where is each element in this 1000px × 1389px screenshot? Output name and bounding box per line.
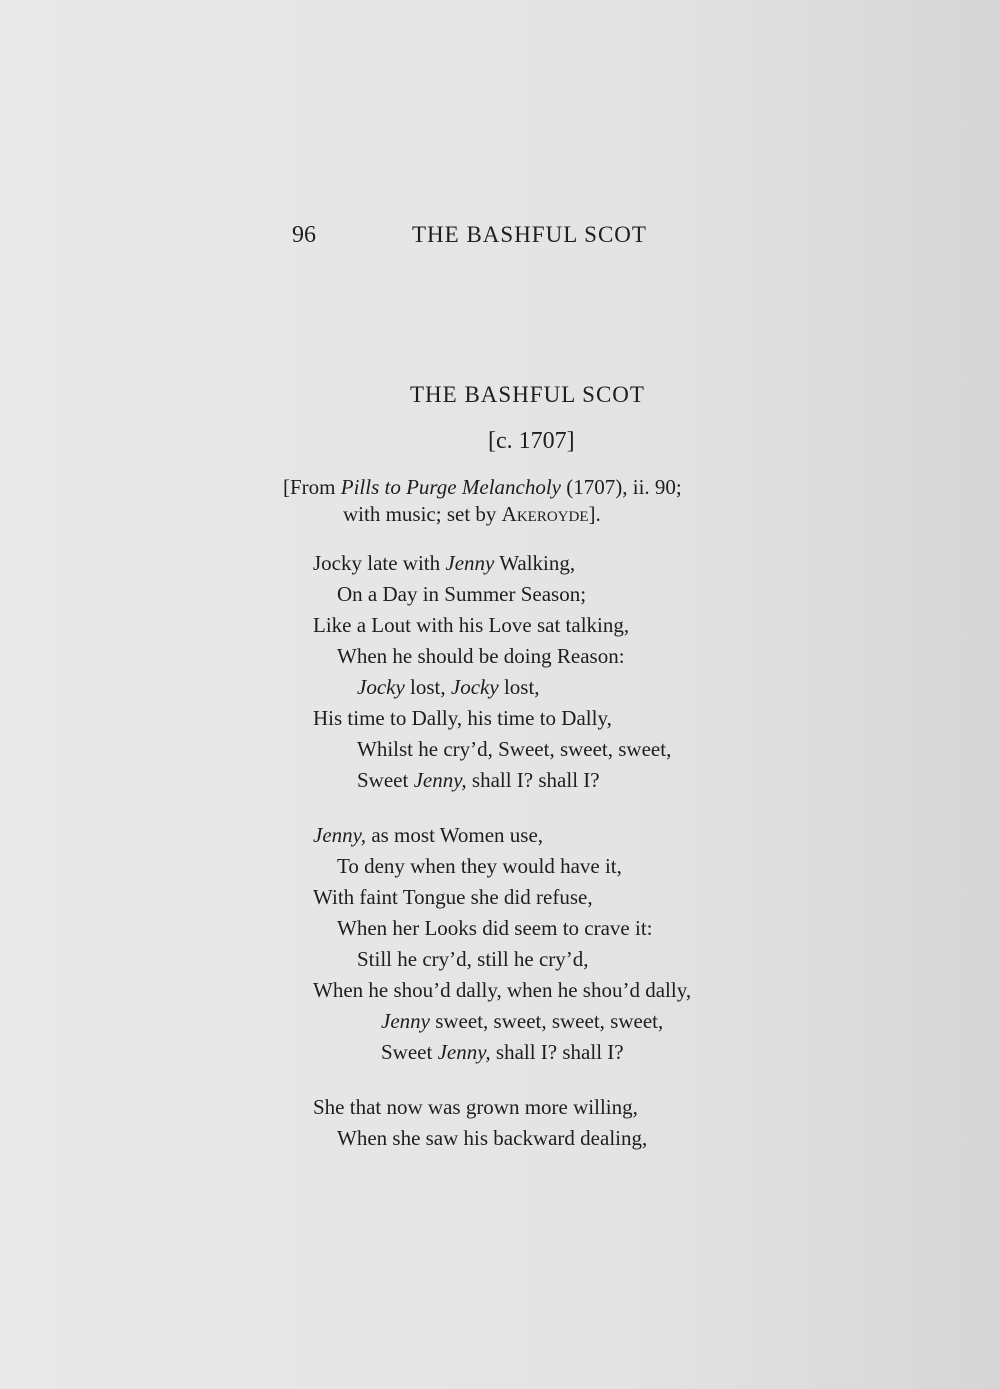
verse-line: When she saw his backward dealing, (337, 1126, 648, 1150)
stanza (313, 820, 691, 1068)
verse-line: Sweet Jenny, shall I? shall I? (381, 1040, 624, 1064)
source-line-1 (283, 474, 803, 501)
verse-line: With faint Tongue she did refuse, (313, 885, 593, 909)
stanza (313, 1092, 691, 1154)
poem-body (313, 548, 691, 1154)
verse-line: Jenny, as most Women use, (313, 823, 544, 847)
source-note (283, 474, 803, 528)
verse-line: To deny when they would have it, (337, 854, 622, 878)
verse-line: When he shou’d dally, when he shou’d dally, (313, 978, 692, 1002)
verse-line: Whilst he cry’d, Sweet, sweet, sweet, (357, 737, 672, 761)
page-number: 96 (292, 222, 316, 248)
source-text: [From (283, 475, 341, 499)
running-title: THE BASHFUL SCOT (412, 222, 647, 247)
source-text: with music; set by (343, 502, 502, 526)
verse-line: When her Looks did seem to crave it: (337, 916, 653, 940)
source-composer: Akeroyde (501, 502, 589, 526)
verse-line: When he should be doing Reason: (337, 644, 625, 668)
verse-line: Like a Lout with his Love sat talking, (313, 613, 630, 637)
poem-date: [c. 1707] (488, 428, 575, 454)
source-text: (1707), ii. 90; (561, 475, 682, 499)
poem-title: THE BASHFUL SCOT (410, 382, 645, 407)
source-text: ]. (588, 502, 601, 526)
verse-line: Jenny sweet, sweet, sweet, sweet, (381, 1009, 664, 1033)
running-head (292, 222, 672, 252)
verse-line: Sweet Jenny, shall I? shall I? (357, 768, 600, 792)
source-work-title: Pills to Purge Melancholy (340, 475, 562, 499)
verse-line: On a Day in Summer Season; (337, 582, 587, 606)
stanza (313, 548, 691, 796)
verse-line: Jocky lost, Jocky lost, (357, 675, 540, 699)
source-line-2 (283, 501, 803, 528)
verse-line: Still he cry’d, still he cry’d, (357, 947, 589, 971)
verse-line: His time to Dally, his time to Dally, (313, 706, 612, 730)
verse-line: Jocky late with Jenny Walking, (313, 551, 576, 575)
verse-line: She that now was grown more willing, (313, 1095, 638, 1119)
